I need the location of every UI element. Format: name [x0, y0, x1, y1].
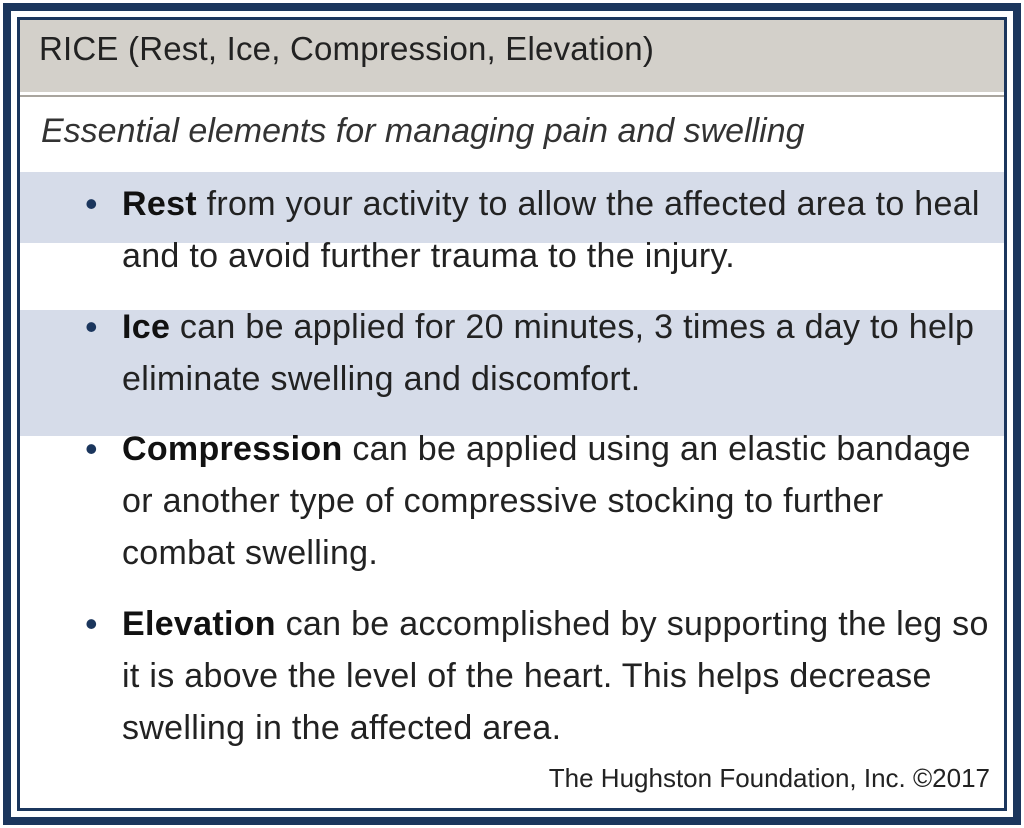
bullet-icon: •	[85, 428, 98, 469]
card-subtitle: Essential elements for managing pain and swelling	[41, 112, 805, 150]
list-item-text	[122, 301, 992, 405]
item-description: can be applied using an elastic bandage or another type of compressive stocking to further combat swelling.	[122, 430, 971, 572]
title-bar	[20, 20, 1004, 95]
bullet-icon: •	[85, 183, 98, 224]
item-term: Elevation	[122, 605, 276, 643]
item-term: Ice	[122, 308, 171, 346]
item-term: Compression	[122, 430, 343, 468]
bullet-icon: •	[85, 603, 98, 644]
card-title: RICE (Rest, Ice, Compression, Elevation)	[39, 30, 655, 67]
card-inner	[17, 17, 1007, 811]
list-item-text	[122, 598, 992, 754]
list-item-text	[122, 423, 992, 579]
copyright-footer: The Hughston Foundation, Inc. ©2017	[548, 763, 990, 793]
list-item-text	[122, 178, 992, 282]
item-description: can be applied for 20 minutes, 3 times a day to help eliminate swelling and discomfort.	[122, 308, 975, 398]
item-description: can be accomplished by supporting the leg so it is above the level of the heart. This helps decrease swelling in the affected area.	[122, 605, 989, 747]
bullet-icon: •	[85, 306, 98, 347]
item-description: from your activity to allow the affected area to heal and to avoid further trauma to the injury.	[122, 185, 980, 275]
card-frame	[3, 3, 1021, 825]
item-term: Rest	[122, 185, 197, 223]
